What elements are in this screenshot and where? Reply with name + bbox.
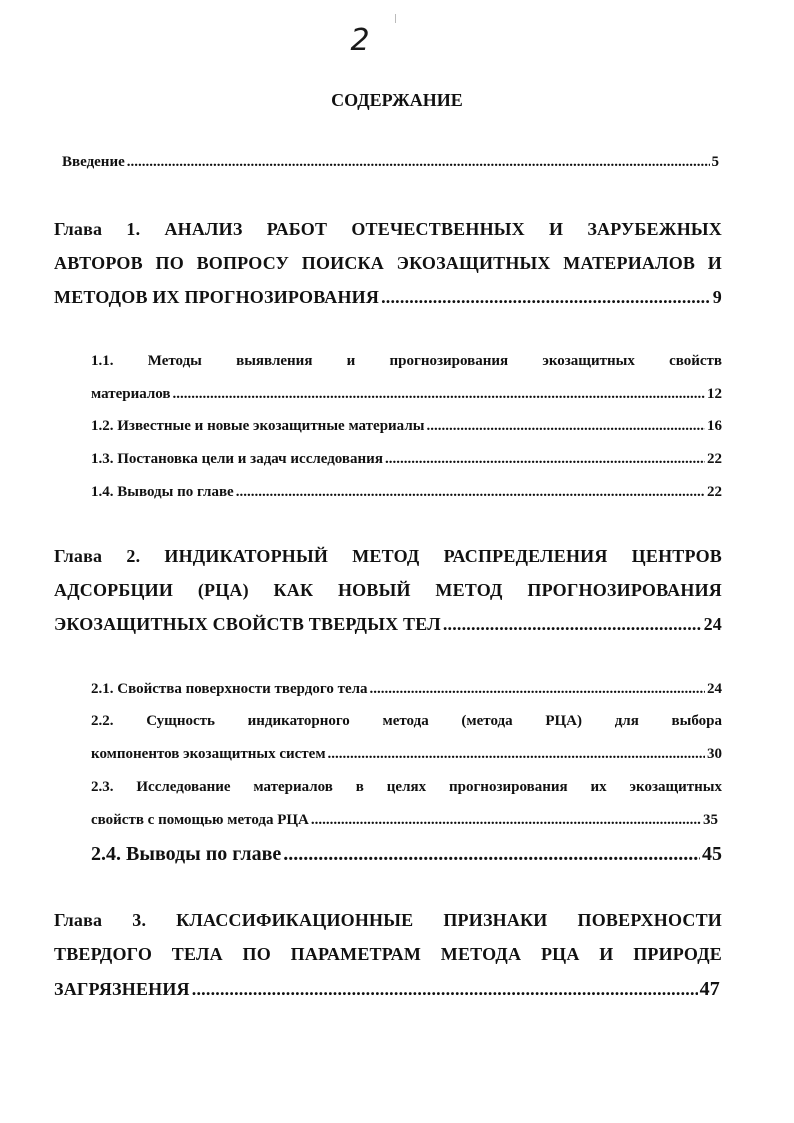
toc-entry-label: 1.3. Постановка цели и задач исследования — [91, 451, 383, 467]
leader-dots — [328, 746, 705, 763]
toc-entry-page: 45 — [702, 843, 722, 865]
leader-dots — [385, 451, 705, 468]
toc-entry-page: 5 — [711, 154, 719, 170]
page-title: СОДЕРЖАНИЕ — [331, 90, 463, 110]
toc-entry-label: МЕТОДОВ ИХ ПРОГНОЗИРОВАНИЯ — [54, 287, 380, 307]
leader-dots — [127, 154, 710, 171]
toc-entry-intro — [62, 154, 719, 171]
chapter-3-title-line-2: ТВЕРДОГО ТЕЛА ПО ПАРАМЕТРАМ МЕТОДА РЦА И ПРИРОДЕ — [54, 944, 722, 964]
leader-dots — [311, 812, 701, 829]
leader-dots — [443, 614, 702, 635]
toc-entry-1-2 — [91, 418, 722, 435]
leader-dots — [381, 287, 711, 308]
toc-entry-page: 30 — [707, 746, 722, 762]
leader-dots — [173, 386, 705, 403]
toc-entry-label: Введение — [62, 154, 125, 170]
toc-entry-label: 2.1. Свойства поверхности твердого тела — [91, 681, 368, 697]
toc-entry-2-3 — [91, 812, 718, 829]
toc-entry-2-1 — [91, 681, 722, 698]
toc-entry-page: 22 — [707, 451, 722, 467]
toc-entry-page: 47 — [699, 978, 720, 1000]
toc-entry-page: 35 — [703, 812, 718, 828]
leader-dots — [283, 843, 700, 866]
toc-entry-2-3-line-1: 2.3. Исследование материалов в целях прогнозирования их экозащитных — [91, 779, 722, 795]
toc-entry-page: 22 — [707, 484, 722, 500]
toc-entry-1-3 — [91, 451, 722, 468]
toc-entry-label: ЭКОЗАЩИТНЫХ СВОЙСТВ ТВЕРДЫХ ТЕЛ — [54, 614, 441, 634]
toc-entry-1-1 — [91, 386, 722, 403]
toc-entry-page: 24 — [707, 681, 722, 697]
stray-mark — [395, 14, 396, 23]
toc-entry-label: 1.4. Выводы по главе — [91, 484, 234, 500]
toc-entry-page: 12 — [707, 386, 722, 402]
toc-entry-label: свойств с помощью метода РЦА — [91, 812, 309, 828]
toc-entry-label: ЗАГРЯЗНЕНИЯ — [54, 979, 190, 999]
chapter-1-title-line-2: АВТОРОВ ПО ВОПРОСУ ПОИСКА ЭКОЗАЩИТНЫХ МАТЕРИАЛОВ И — [54, 253, 722, 273]
chapter-2-title-line-2: АДСОРБЦИИ (РЦА) КАК НОВЫЙ МЕТОД ПРОГНОЗИРОВАНИЯ — [54, 580, 722, 600]
leader-dots — [192, 979, 698, 1000]
toc-entry-chapter-2 — [54, 614, 722, 635]
toc-entry-chapter-3 — [54, 978, 720, 1001]
toc-entry-label: материалов — [91, 386, 171, 402]
toc-entry-chapter-1 — [54, 287, 722, 308]
chapter-2-title-line-1: Глава 2. ИНДИКАТОРНЫЙ МЕТОД РАСПРЕДЕЛЕНИЯ ЦЕНТРОВ — [54, 546, 722, 566]
toc-entry-2-2-line-1: 2.2. Сущность индикаторного метода (метода РЦА) для выбора — [91, 713, 722, 729]
toc-entry-2-4 — [91, 843, 722, 866]
toc-entry-page: 16 — [707, 418, 722, 434]
toc-entry-page: 9 — [712, 287, 722, 307]
toc-entry-1-1-line-1: 1.1. Методы выявления и прогнозирования экозащитных свойств — [91, 353, 722, 369]
toc-entry-2-2 — [91, 746, 722, 763]
page-number: 2 — [350, 23, 370, 58]
toc-entry-label: компонентов экозащитных систем — [91, 746, 326, 762]
toc-entry-label: 2.4. Выводы по главе — [91, 843, 282, 865]
toc-entry-page: 24 — [703, 614, 722, 634]
toc-entry-1-4 — [91, 484, 722, 501]
toc-entry-label: 1.2. Известные и новые экозащитные материалы — [91, 418, 425, 434]
chapter-3-title-line-1: Глава 3. КЛАССИФИКАЦИОННЫЕ ПРИЗНАКИ ПОВЕРХНОСТИ — [54, 910, 722, 930]
chapter-1-title-line-1: Глава 1. АНАЛИЗ РАБОТ ОТЕЧЕСТВЕННЫХ И ЗАРУБЕЖНЫХ — [54, 219, 722, 239]
leader-dots — [370, 681, 705, 698]
leader-dots — [236, 484, 705, 501]
leader-dots — [426, 418, 705, 435]
